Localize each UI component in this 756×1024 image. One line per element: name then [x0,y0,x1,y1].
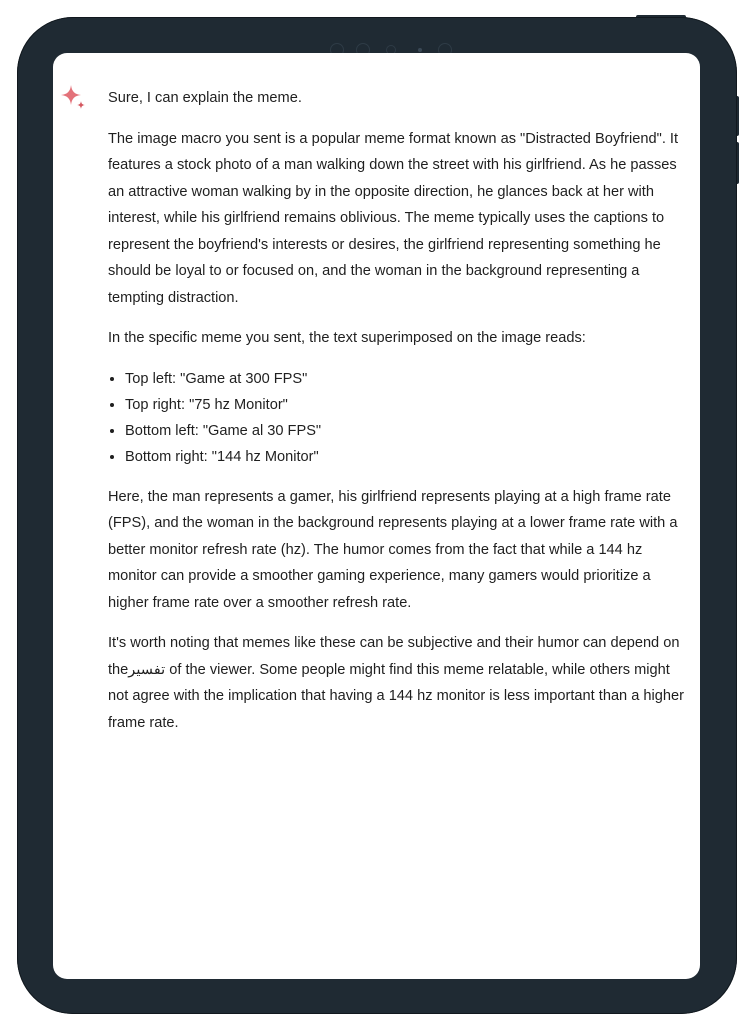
response-intro: Sure, I can explain the meme. [108,90,302,106]
response-paragraph [108,630,688,736]
screen [53,53,700,979]
list-item: • Top left: "Game at 300 FPS" [125,366,688,392]
list-item: • Bottom right: "144 hz Monitor" [125,444,688,470]
response-paragraph: In the specific meme you sent, the text superimposed on the image reads: [108,330,586,346]
response-paragraph: Here, the man represents a gamer, his girlfriend represents playing at a high frame rate (FPS), and the woman in the background represents playing at a lower frame rate with a better monitor refresh rate (hz). The humor comes from the fact that while a 144 hz monitor can provide a smoother gaming experience, many gamers would prioritize a higher frame rate over a smoother refresh rate. [108,488,678,611]
list-item: • Bottom left: "Game al 30 FPS" [125,418,688,444]
paragraph-text: of the viewer. Some people might find this meme relatable, while others might not agree with the implication that having a 144 hz monitor is less important than a higher frame rate. [108,661,684,731]
paragraph-text: It's worth noting that memes like these can be subjective and their humor can depend on the [108,635,680,678]
list-item: • Top right: "75 hz Monitor" [125,392,688,418]
caption-list [108,366,688,470]
camera-dot-icon [418,48,422,52]
foreign-word: تفسير [128,661,166,678]
sparkle-icon [59,83,89,113]
assistant-response [108,85,688,750]
response-paragraph: The image macro you sent is a popular meme format known as "Distracted Boyfriend". It features a stock photo of a man walking down the street with his girlfriend. As he passes an attractive woman walking by in the opposite direction, he glances back at her with interest, while his girlfriend remains oblivious. The meme typically uses the captions to represent the boyfriend's interests or desires, the girlfriend representing something he should be loyal to or focused on, and the woman in the background representing a tempting distraction. [108,130,679,306]
